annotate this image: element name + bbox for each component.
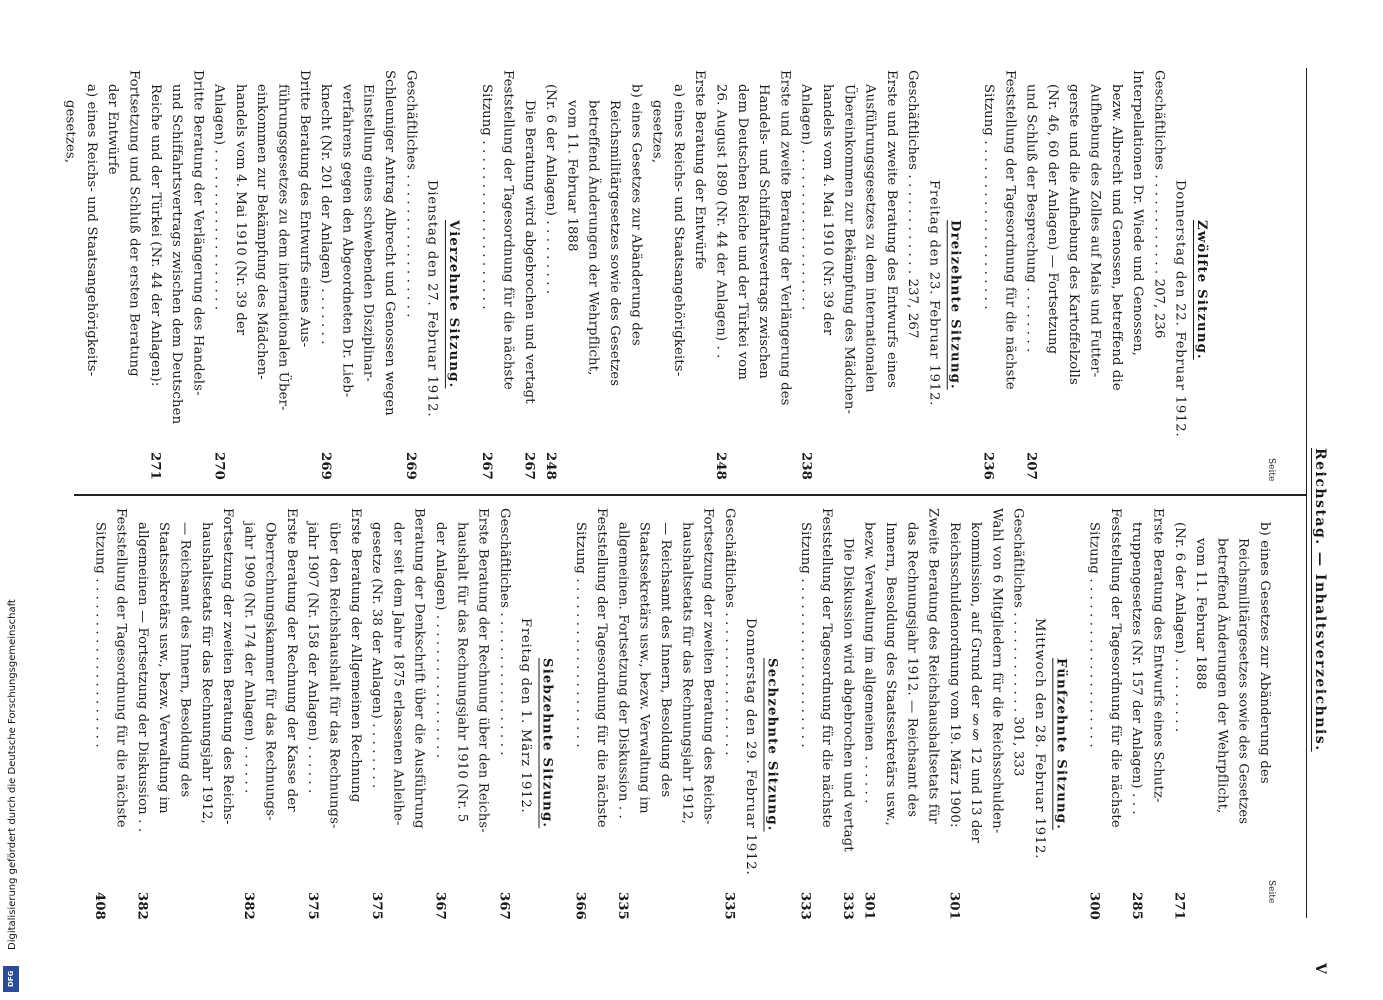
page-reference: 382 [241, 892, 257, 920]
entry-text: Geschäftliches . . . . . . . . . . . . . . . . . [496, 508, 512, 756]
index-entry [89, 508, 110, 920]
entry-text: Zwölfte Sitzung. [1194, 220, 1209, 360]
entry-text: (Nr. 6 der Anlagen) . . . . . . . . . [543, 84, 559, 295]
index-entry [794, 508, 815, 920]
entry-text: 26. August 1890 (Nr. 44 der Anlagen) . . [713, 84, 729, 359]
entry-text: und Schiffahrtsvertrags zwischen dem Deutschen [169, 84, 185, 425]
index-entry [123, 70, 144, 480]
index-entry [451, 508, 472, 920]
entry-text: Siebzehnte Sitzung. [539, 658, 555, 829]
index-entry [102, 70, 123, 480]
entry-text: dem Deutschen Reiche und der Türkei vom [734, 84, 750, 380]
index-entry [472, 508, 493, 920]
entry-text: Ausführungsgesetzes zu dem internationalen [862, 84, 878, 393]
entry-text: Geschäftliches . . . . . . . . . . . . 301, 333 [1010, 508, 1026, 777]
index-entry [195, 508, 216, 920]
entry-text: b) eines Gesetzes zur Abänderung des [1257, 522, 1272, 784]
index-entry [153, 508, 174, 920]
index-entry [719, 508, 740, 920]
session-date [1169, 70, 1190, 480]
page-reference: 248 [713, 452, 729, 480]
entry-text: haushaltsetats für das Rechnungsjahr 1912, [679, 522, 695, 824]
entry-text: Staatssekretärs usw., bezw. Verwaltung im [156, 522, 172, 814]
entry-text: Sitzung . . . . . . . . . . . . . . . . . . . . [981, 84, 997, 310]
entry-text: Erste Beratung der Allgemeinen Rechnung [347, 508, 363, 803]
entry-text: Feststellung der Tagesordnung für die nächste [1002, 70, 1018, 390]
index-entry [1084, 70, 1105, 480]
session-date [923, 70, 944, 480]
entry-text: der Anlagen) . . . . . . . . . . . . . . . . . [433, 522, 449, 759]
index-entry [315, 70, 336, 480]
entry-text: Reichsmilitärgesetzes sowie des Gesetzes [606, 100, 622, 387]
index-entry [1106, 70, 1127, 480]
page-reference: 271 [147, 452, 163, 480]
index-entry [387, 508, 408, 920]
entry-text: Dreizehnte Sitzung. [947, 220, 963, 390]
index-entry [408, 508, 429, 920]
index-entry [859, 70, 880, 480]
index-entry [323, 508, 344, 920]
entry-text: Die Diskussion wird abgebrochen und vertagt [840, 538, 856, 852]
entry-text: Sitzung . . . . . . . . . . . . . . . . . . . . [572, 522, 588, 748]
index-entry [561, 70, 582, 480]
header-title: Reichstag. — Inhaltsverzeichnis. [1312, 448, 1328, 752]
entry-text: Fortsetzung der zweiten Beratung des Reichs- [220, 508, 236, 825]
index-entry [591, 508, 612, 920]
entry-text: Wahl von 6 Mitgliedern für die Reichsschulden- [989, 508, 1005, 834]
entry-text: Aufhebung des Zolles auf Mais und Futter- [1087, 84, 1103, 378]
index-entry [902, 70, 923, 480]
header-page-number: V [1312, 963, 1328, 974]
index-entry [230, 70, 251, 480]
entry-text: jahr 1909 (Nr. 174 der Anlagen) . . . . . . [241, 522, 257, 794]
index-entry [430, 508, 451, 920]
index-entry [1020, 70, 1041, 480]
right-index-column [90, 508, 1275, 920]
index-entry [965, 508, 986, 920]
entry-text: Feststellung der Tagesordnung für die nächste [500, 70, 516, 390]
entry-text: Freitag den 1. März 1912. [518, 618, 534, 814]
index-entry [81, 70, 102, 480]
entry-text: Oberrechnungskammer für das Rechnungs- [262, 522, 278, 821]
entry-text: Fortsetzung der zweiten Beratung des Reichs- [700, 508, 716, 825]
page-reference: 267 [521, 452, 537, 480]
session-date [1029, 508, 1050, 920]
index-entry [710, 70, 731, 480]
entry-text: Donnerstag den 22. Februar 1912. [1172, 180, 1188, 438]
index-entry [668, 70, 689, 480]
entry-text: Geschäftliches . . . . . . . . . . . . . . . . . [721, 508, 737, 756]
index-entry [238, 508, 259, 920]
index-entry [1148, 70, 1169, 480]
entry-text: Dritte Beratung des Entwurfs eines Aus- [296, 70, 312, 348]
index-entry [144, 70, 165, 480]
seite-label-right: Seite [1266, 880, 1276, 904]
seite-label-left: Seite [1266, 458, 1276, 482]
entry-text: vom 11. Februar 1888 [1193, 538, 1209, 690]
entry-text: Übereinkommen zur Bekämpfung des Mädchen- [841, 84, 857, 415]
index-entry [1007, 508, 1028, 920]
index-entry [999, 70, 1020, 480]
entry-text: Anlagen) . . . . . . . . . . . . . . . . . . . [798, 84, 814, 311]
session-heading [443, 70, 464, 480]
entry-text: haushalt für das Rechnungsjahr 1910 (Nr. 5 [454, 522, 470, 823]
page-reference: 301 [861, 892, 877, 920]
session-date [740, 508, 761, 920]
page-reference: 367 [432, 892, 448, 920]
page-reference: 408 [91, 892, 107, 920]
digitization-credit: Digitalisierung gefördert durch die Deutsche Forschungsgemeinschaft [7, 599, 18, 950]
section-gap [464, 70, 476, 480]
index-entry [922, 508, 943, 920]
entry-text: Einstellung eines schwebenden Disziplinar- [360, 84, 376, 382]
index-entry [1190, 508, 1211, 920]
entry-text: handels vom 4. Mai 1910 (Nr. 39 der [232, 84, 248, 336]
index-entry [357, 70, 378, 480]
index-entry [837, 508, 858, 920]
entry-text: Donnerstag den 29. Februar 1912. [743, 618, 759, 876]
entry-text: Erste Beratung der Entwürfe [692, 70, 708, 270]
index-entry [366, 508, 387, 920]
index-entry [272, 70, 293, 480]
entry-text: bezw. Verwaltung im allgemeinen . . . . . . [861, 522, 877, 804]
entry-text: gesetzes, [62, 100, 78, 164]
index-entry [795, 70, 816, 480]
index-entry [633, 508, 654, 920]
index-entry [625, 70, 646, 480]
index-entry [604, 70, 625, 480]
session-heading [1191, 70, 1212, 480]
entry-text: einkommen zur Bekämpfung des Mädchen- [254, 84, 270, 380]
entry-text: Erste Beratung der Rechnung über den Reichs- [475, 508, 491, 833]
index-entry [400, 70, 421, 480]
index-entry [1211, 508, 1232, 920]
index-entry [655, 508, 676, 920]
entry-text: — Reichsamt des Innern, Besoldung des [177, 522, 193, 798]
index-entry [110, 508, 131, 920]
index-entry [676, 508, 697, 920]
page-reference: 333 [797, 892, 813, 920]
entry-text: Vierzehnte Sitzung. [445, 220, 461, 389]
index-entry [817, 70, 838, 480]
entry-text: über den Reichshaushalt für das Rechnungs- [326, 522, 342, 829]
entry-text: Feststellung der Tagesordnung für die nächste [1107, 508, 1123, 828]
entry-text: (Nr. 6 der Anlagen) . . . . . . . . . [1171, 522, 1187, 733]
page-reference: 238 [798, 452, 814, 480]
index-entry [1147, 508, 1168, 920]
entry-text: truppengesetzes (Nr. 157 der Anlagen) . . . [1129, 522, 1145, 815]
entry-text: Freitag den 23. Februar 1912. [926, 180, 942, 407]
entry-text: Feststellung der Tagesordnung für die nächste [819, 508, 835, 828]
page-reference: 207 [1023, 452, 1039, 480]
entry-text: Reichsschuldenordnung vom 19. März 1900: [946, 522, 962, 828]
index-entry [217, 508, 238, 920]
index-entry [294, 70, 315, 480]
page-reference: 367 [496, 892, 512, 920]
entry-text: Feststellung der Tagesordnung für die nächste [594, 508, 610, 828]
entry-text: Reichsmilitärgesetzes sowie des Gesetzes [1235, 538, 1251, 825]
entry-text: Handels- und Schiffahrtsvertrags zwischen [756, 84, 772, 379]
index-entry [582, 70, 603, 480]
index-entry [519, 70, 540, 480]
entry-text: Erste Beratung des Entwurfs eines Schutz- [1150, 508, 1166, 803]
entry-text: bezw. Albrecht und Genossen, betreffend die [1108, 84, 1124, 391]
index-entry [302, 508, 323, 920]
entry-text: Geschäftliches . . . . . . . . . . . . 237, 267 [905, 70, 921, 339]
index-entry [774, 70, 795, 480]
index-entry [731, 70, 752, 480]
entry-text: Sitzung . . . . . . . . . . . . . . . . . . . . [479, 84, 495, 310]
session-date [515, 508, 536, 920]
index-entry [986, 508, 1007, 920]
left-index-column [62, 70, 1212, 480]
index-entry [689, 70, 710, 480]
page-reference: 335 [721, 892, 737, 920]
index-entry [880, 508, 901, 920]
page-reference: 236 [980, 452, 996, 480]
page-reference: 375 [368, 892, 384, 920]
section-gap [966, 70, 978, 480]
index-entry [1063, 70, 1084, 480]
session-heading [761, 508, 782, 920]
page-reference: 333 [840, 892, 856, 920]
entry-text: Reiche und der Türkei (Nr. 44 der Anlagen): [147, 84, 163, 387]
index-entry [345, 508, 366, 920]
entry-text: — Reichsamt des Innern, Besoldung des [657, 522, 673, 798]
index-entry [1105, 508, 1126, 920]
page-reference: 269 [403, 452, 419, 480]
entry-text: Erste und zweite Beratung der Verlängerung des [777, 70, 793, 406]
index-entry [540, 70, 561, 480]
entry-text: jahr 1907 (Nr. 158 der Anlagen) . . . . . . [305, 522, 321, 794]
entry-text: führungsgesetzes zu dem internationalen Über- [275, 84, 291, 411]
entry-text: Mittwoch den 28. Februar 1912. [1032, 618, 1048, 860]
entry-text: Innern, Besoldung des Staatssekretärs usw., [882, 522, 898, 826]
page-reference: 271 [1171, 892, 1187, 920]
entry-text: Fortsetzung und Schluß der ersten Beratung [126, 70, 142, 377]
entry-text: kommission, auf Grund der §§ 12 und 13 der [968, 522, 984, 843]
index-entry [1232, 508, 1253, 920]
entry-text: knecht (Nr. 201 der Anlagen) . . . . . . . [318, 84, 334, 345]
entry-text: Die Beratung wird abgebrochen und vertagt [521, 100, 537, 404]
entry-text: und Schluß der Besprechung . . . . . . . . [1023, 84, 1039, 353]
page-reference: 382 [134, 892, 150, 920]
page-reference: 335 [615, 892, 631, 920]
entry-text: Interpellationen Dr. Wiede und Genossen, [1130, 70, 1146, 357]
session-heading [1050, 508, 1071, 920]
entry-text: gesetzes, [649, 100, 665, 164]
entry-text: vom 11. Februar 1888 [564, 100, 580, 252]
index-entry [646, 70, 667, 480]
index-entry [570, 508, 591, 920]
session-date [421, 70, 442, 480]
section-gap [1071, 508, 1083, 920]
index-entry [881, 70, 902, 480]
entry-text: Erste Beratung der Rechnung der Kasse der [283, 508, 299, 812]
section-gap [558, 508, 570, 920]
dfg-logo: DFG [3, 966, 19, 992]
index-entry [697, 508, 718, 920]
index-entry [612, 508, 633, 920]
index-entry [336, 70, 357, 480]
entry-text: das Rechnungsjahr 1912. — Reichsamt des [904, 522, 920, 818]
index-entry [1127, 70, 1148, 480]
index-entry [858, 508, 879, 920]
entry-text: Geschäftliches . . . . . . . . . . . . . . . . . [403, 70, 419, 318]
page-reference: 270 [211, 452, 227, 480]
index-entry [1169, 508, 1190, 920]
index-entry [132, 508, 153, 920]
entry-text: betreffend Änderungen der Wehrpflicht, [1214, 538, 1230, 814]
page-reference: 267 [478, 452, 494, 480]
entry-text: Sitzung . . . . . . . . . . . . . . . . . . . . [1086, 522, 1102, 748]
index-entry [901, 508, 922, 920]
session-heading [944, 70, 965, 480]
entry-text: Feststellung der Tagesordnung für die nächste [113, 508, 129, 828]
section-gap [782, 508, 794, 920]
entry-text: Erste und zweite Beratung des Entwurfs eines [883, 70, 899, 388]
index-entry [259, 508, 280, 920]
index-entry [753, 70, 774, 480]
index-entry [838, 70, 859, 480]
entry-text: Anlagen) . . . . . . . . . . . . . . . . . . . [211, 84, 227, 311]
entry-text: a) eines Reichs- und Staatsangehörigkeits- [83, 84, 99, 377]
page-reference: 375 [304, 892, 320, 920]
entry-text: Zweite Beratung des Reichshaushaltsetats für [925, 508, 941, 824]
entry-text: gerste und die Aufhebung des Kartoffelzolls [1066, 84, 1082, 385]
entry-text: verfahrens gegen den Abgeordneten Dr. Lieb- [339, 84, 355, 398]
index-entry [1126, 508, 1147, 920]
index-entry [497, 70, 518, 480]
entry-text: allgemeinen — Fortsetzung der Diskussion . . [134, 522, 150, 833]
entry-text: Schleuniger Antrag Albrecht und Genossen wegen [382, 70, 398, 416]
entry-text: Sitzung . . . . . . . . . . . . . . . . . . . . [797, 522, 813, 748]
index-entry [251, 70, 272, 480]
column-divider [74, 494, 1306, 496]
page-reference: 285 [1128, 892, 1144, 920]
index-entry [379, 70, 400, 480]
entry-text: (Nr. 46, 60 der Anlagen) — Fortsetzung [1044, 84, 1060, 355]
index-entry [59, 70, 80, 480]
index-entry [208, 70, 229, 480]
index-entry [944, 508, 965, 920]
entry-text: der seit dem Jahre 1875 erlassenen Anleihe- [390, 522, 406, 826]
index-entry [978, 70, 999, 480]
index-entry [494, 508, 515, 920]
index-entry [187, 70, 208, 480]
running-header [1306, 68, 1334, 974]
index-entry [281, 508, 302, 920]
entry-text: Beratung der Denkschrift über die Ausführung [411, 508, 427, 829]
page-reference: 301 [946, 892, 962, 920]
page-reference: 269 [317, 452, 333, 480]
index-entry [174, 508, 195, 920]
index-entry [1042, 70, 1063, 480]
index-entry [1083, 508, 1104, 920]
page-reference: 300 [1086, 892, 1102, 920]
entry-text: Dritte Beratung der Verlängerung des Handels- [190, 70, 206, 396]
entry-text: a) eines Reichs- und Staatsangehörigkeits- [670, 84, 686, 377]
entry-text: Sitzung . . . . . . . . . . . . . . . . . . . . [92, 522, 108, 748]
entry-text: Dienstag den 27. Februar 1912. [424, 180, 440, 418]
index-entry [166, 70, 187, 480]
page-reference: 248 [542, 452, 558, 480]
entry-text: Fünfzehnte Sitzung. [1053, 658, 1069, 831]
entry-text: der Entwürfe [105, 84, 121, 175]
entry-text: betreffend Änderungen der Wehrpflicht, [585, 100, 601, 376]
entry-text: allgemeinen. Fortsetzung der Diskussion . . [615, 522, 631, 819]
index-entry [476, 70, 497, 480]
entry-text: haushaltsetats für das Rechnungsjahr 1912, [198, 522, 214, 824]
entry-text: handels vom 4. Mai 1910 (Nr. 39 der [819, 84, 835, 336]
entry-text: Geschäftliches . . . . . . . . . . . . 207, 236 [1151, 70, 1167, 339]
entry-text: Staatssekretärs usw., bezw. Verwaltung im [636, 522, 652, 814]
entry-text: gesetze (Nr. 38 der Anlagen) . . . . . . . . [369, 522, 385, 789]
page-reference: 366 [572, 892, 588, 920]
index-entry [1254, 508, 1275, 920]
index-entry [816, 508, 837, 920]
entry-text: b) eines Gesetzes zur Abänderung des [628, 84, 644, 346]
session-heading [536, 508, 557, 920]
entry-text: Sechzehnte Sitzung. [764, 658, 780, 832]
